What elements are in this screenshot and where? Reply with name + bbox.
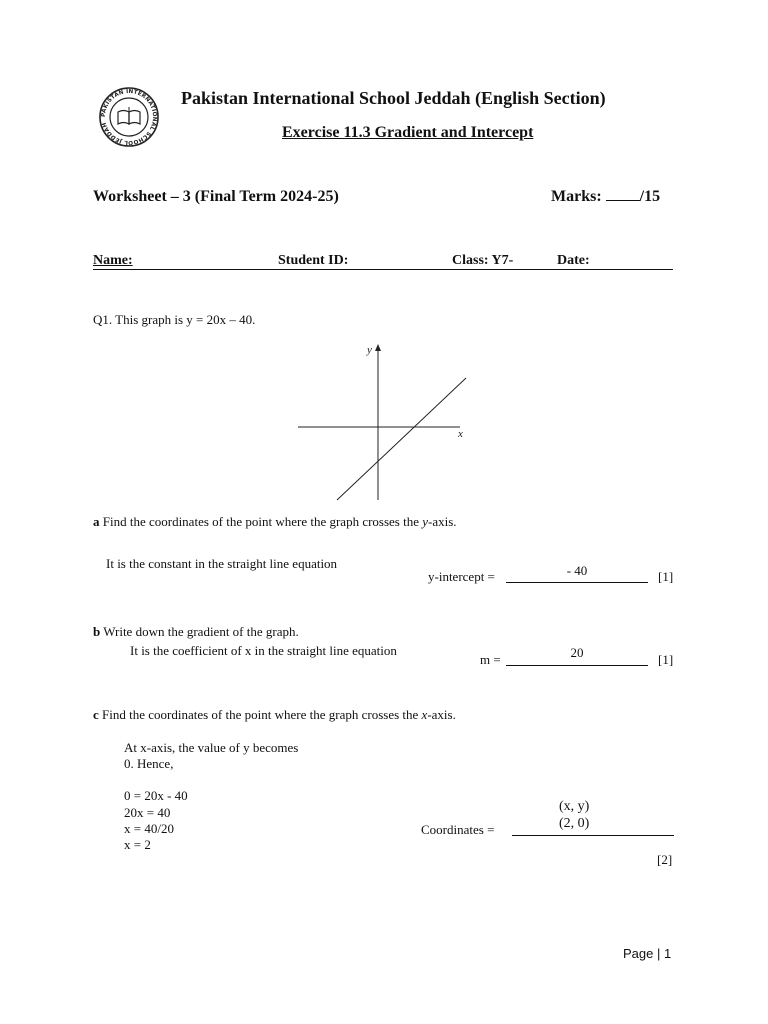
school-seal-icon bbox=[98, 86, 160, 148]
part-b-question: b Write down the gradient of the graph. bbox=[93, 624, 299, 639]
part-b-marks: [1] bbox=[658, 652, 674, 667]
q1-text: This graph is y = 20x – 40. bbox=[112, 312, 256, 327]
name-label: Name: bbox=[93, 253, 133, 268]
gradient-answer[interactable]: 20 bbox=[506, 645, 648, 666]
part-a-question: a Find the coordinates of the point where the graph crosses the y-axis. bbox=[93, 514, 457, 529]
part-c-marks: [2] bbox=[657, 852, 673, 867]
part-c-answer-label: Coordinates = bbox=[421, 822, 495, 837]
q1-number: Q1. bbox=[93, 312, 113, 327]
student-fields-underline bbox=[93, 269, 673, 270]
part-a-answer-label: y-intercept = bbox=[428, 569, 495, 584]
marks-total: /15 bbox=[639, 188, 661, 205]
graph-line bbox=[337, 378, 466, 500]
working-line: x = 2 bbox=[124, 837, 151, 853]
open-book-icon bbox=[118, 107, 140, 124]
svg-text:PAKISTAN INTERNATIONAL SCHOOL: PAKISTAN INTERNATIONAL SCHOOL JEDDAH bbox=[100, 88, 158, 146]
date-label: Date: bbox=[557, 253, 590, 268]
y-axis-arrow-icon bbox=[375, 344, 381, 351]
working-line bbox=[124, 772, 298, 788]
part-c-letter: c bbox=[93, 707, 99, 722]
coordinates-header: (x, y) bbox=[559, 799, 590, 814]
student-id-label: Student ID: bbox=[278, 253, 349, 268]
marks-label: Marks: bbox=[551, 188, 606, 205]
y-intercept-answer[interactable]: - 40 bbox=[506, 563, 648, 583]
worksheet-title: Worksheet – 3 (Final Term 2024-25) bbox=[93, 188, 339, 205]
part-a-working: It is the constant in the straight line equation bbox=[106, 556, 338, 571]
coordinates-answer[interactable]: (2, 0) bbox=[512, 815, 674, 836]
working-line: 20x = 40 bbox=[124, 804, 171, 820]
working-line: 0 = 20x - 40 bbox=[124, 788, 188, 804]
page-number: Page | 1 bbox=[623, 946, 672, 961]
y-axis-label: y bbox=[367, 344, 372, 356]
marks-blank[interactable] bbox=[606, 200, 640, 201]
x-axis-label: x bbox=[458, 428, 463, 440]
part-b-letter: b bbox=[93, 624, 101, 639]
part-b-working: It is the coefficient of x in the straight line equation bbox=[130, 643, 397, 658]
school-name: Pakistan International School Jeddah (English Section) bbox=[181, 88, 606, 108]
working-line: x = 40/20 bbox=[124, 820, 174, 836]
line-graph bbox=[292, 338, 482, 504]
part-b-answer-label: m = bbox=[480, 652, 501, 667]
part-a-marks: [1] bbox=[658, 569, 674, 584]
working-line: 0. Hence, bbox=[124, 756, 174, 772]
class-label: Class: Y7- bbox=[452, 253, 514, 268]
marks-field bbox=[551, 188, 660, 206]
school-logo bbox=[98, 86, 160, 148]
q1-stem bbox=[93, 312, 255, 328]
part-a-letter: a bbox=[93, 514, 100, 529]
working-line: At x-axis, the value of y becomes bbox=[124, 740, 299, 755]
exercise-title: Exercise 11.3 Gradient and Intercept bbox=[282, 124, 534, 141]
part-c-working bbox=[124, 740, 298, 853]
part-c-question: c Find the coordinates of the point where the graph crosses the x-axis. bbox=[93, 707, 456, 722]
